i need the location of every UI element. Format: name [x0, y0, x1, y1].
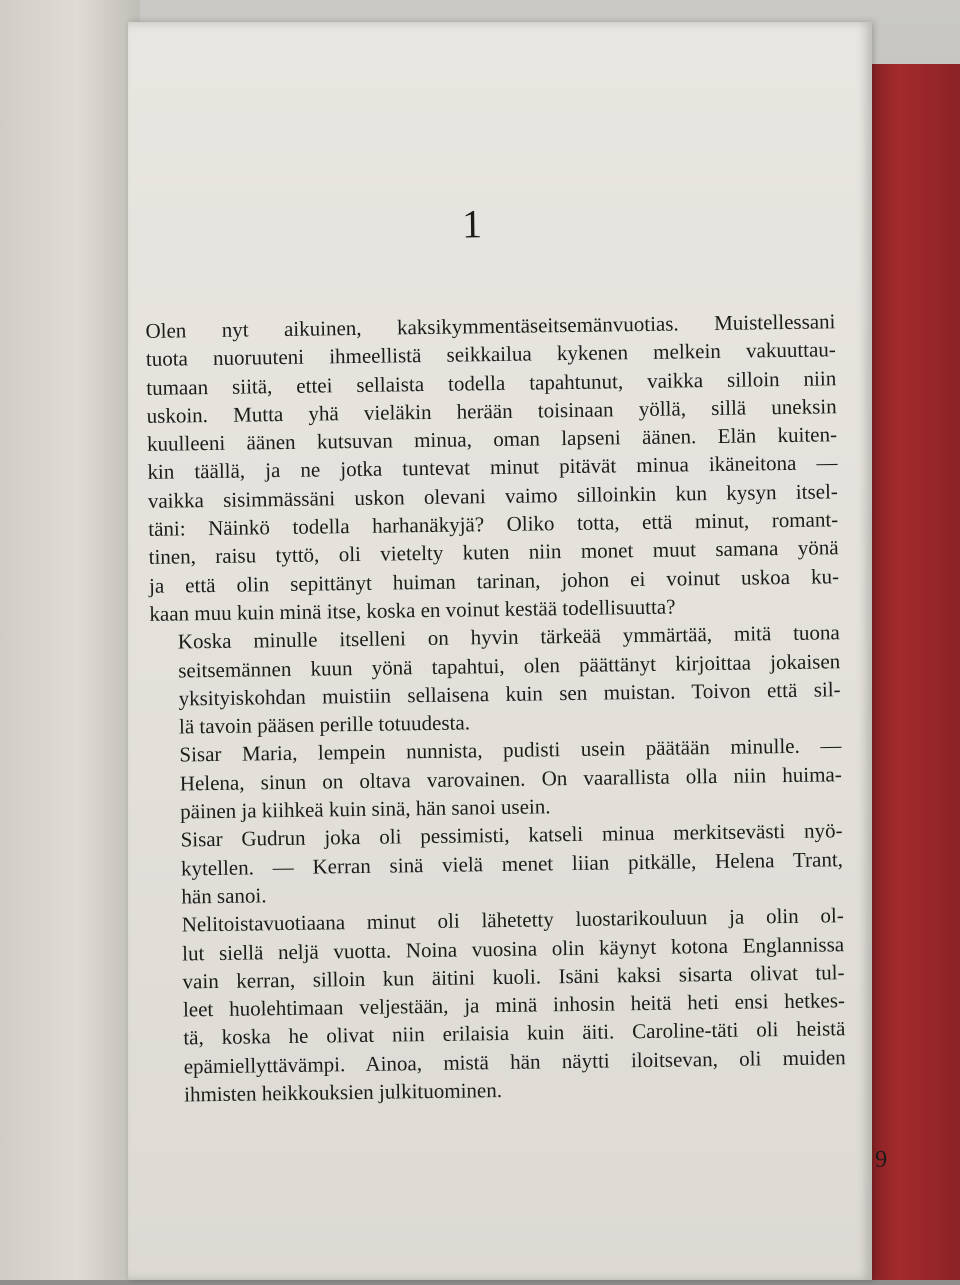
text-line: kytellen. — Kerran sinä vielä menet liian pitkälle, Helena Trant, [180, 846, 844, 881]
text-line: kuulleeni äänen kutsuvan minua, oman lapseni äänen. Elän kuiten- [146, 422, 838, 457]
text-line: tuota nuoruuteni ihmeellistä seikkailua kykenen melkein vakuuttau- [145, 337, 836, 372]
text-line: epämiellyttävämpi. Ainoa, mistä hän näytti iloitsevan, oli muiden [183, 1044, 846, 1079]
text-line: lä tavoin pääsen perille totuudesta. [178, 710, 471, 739]
text-line: tä, koska he olivat niin erilaisia kuin äiti. Caroline-täti oli heistä [183, 1016, 846, 1050]
text-line: yksityiskohdan muistiin sellaisena kuin sen muistan. Toivon että sil- [178, 677, 841, 711]
chapter-body [145, 307, 846, 1109]
text-line: seitsemännen kuun yönä tapahtui, olen päättänyt kirjoittaa jokaisen [178, 648, 841, 683]
text-line: vaikka sisimmässäni uskon olevani vaimo silloinkin kun kysyn itsel- [147, 479, 838, 513]
book-page [128, 22, 888, 1280]
text-line: Nelitoistavuotiaana minut oli lähetetty luostarikouluun ja olin ol- [181, 903, 844, 937]
paragraph-3 [151, 732, 842, 827]
text-line: Helena, sinun on oltava varovainen. On vaarallista olla niin huima- [179, 761, 842, 796]
text-line: lut siellä neljä vuotta. Noina vuosina olin käynyt kotona Englannissa [182, 931, 845, 965]
text-line: Olen nyt aikuinen, kaksikymmentäseitsemänvuotias. Muistellessani [145, 309, 836, 343]
paragraph-5 [154, 901, 847, 1109]
text-line: uskoin. Mutta yhä vieläkin herään toisinaan yöllä, sillä uneksin [146, 394, 837, 428]
paragraph-2 [150, 619, 842, 742]
text-line: leet huolehtimaan veljestään, ja minä inhosin heitä heti ensi hetkes- [182, 988, 846, 1022]
text-line: Sisar Maria, lempein nunnista, pudisti usein päätään minulle. — [179, 733, 842, 767]
text-line: ihmisten heikkouksien julkituominen. [183, 1078, 503, 1107]
chapter-number: 1 [461, 201, 483, 247]
text-line: ja että olin sepittänyt huiman tarinan, johon ei voinut uskoa ku- [148, 563, 840, 598]
paragraph-1 [145, 307, 839, 628]
text-line: vain kerran, silloin kun äitini kuoli. Isäni kaksi sisarta olivat tul- [182, 960, 845, 994]
text-line: Koska minulle itselleni on hyvin tärkeää ymmärtää, mitä tuona [177, 620, 840, 654]
text-line: tumaan siitä, ettei sellaista todella tapahtunut, vaikka silloin niin [146, 365, 837, 400]
page-content [119, 17, 888, 1285]
text-line: päinen ja kiihkeä kuin sinä, hän sanoi usein. [180, 794, 551, 824]
paragraph-4 [152, 817, 843, 912]
text-line: täni: Näinkö todella harhanäkyjä? Oliko totta, että minut, romant- [148, 507, 839, 541]
text-line: Sisar Gudrun joka oli pessimisti, katseli minua merkitsevästi nyö- [180, 818, 843, 852]
left-book-page-edge [0, 0, 140, 1280]
text-line: kin täällä, ja ne jotka tuntevat minut pitävät minua ikäneitona — [147, 450, 838, 485]
page-number: 9 [874, 1146, 888, 1173]
text-line: hän sanoi. [181, 883, 267, 909]
text-line: tinen, raisu tyttö, oli vietelty kuten niin monet muut samana yönä [148, 535, 839, 570]
text-line: kaan muu kuin minä itse, koska en voinut kestää todellisuutta? [149, 594, 676, 626]
